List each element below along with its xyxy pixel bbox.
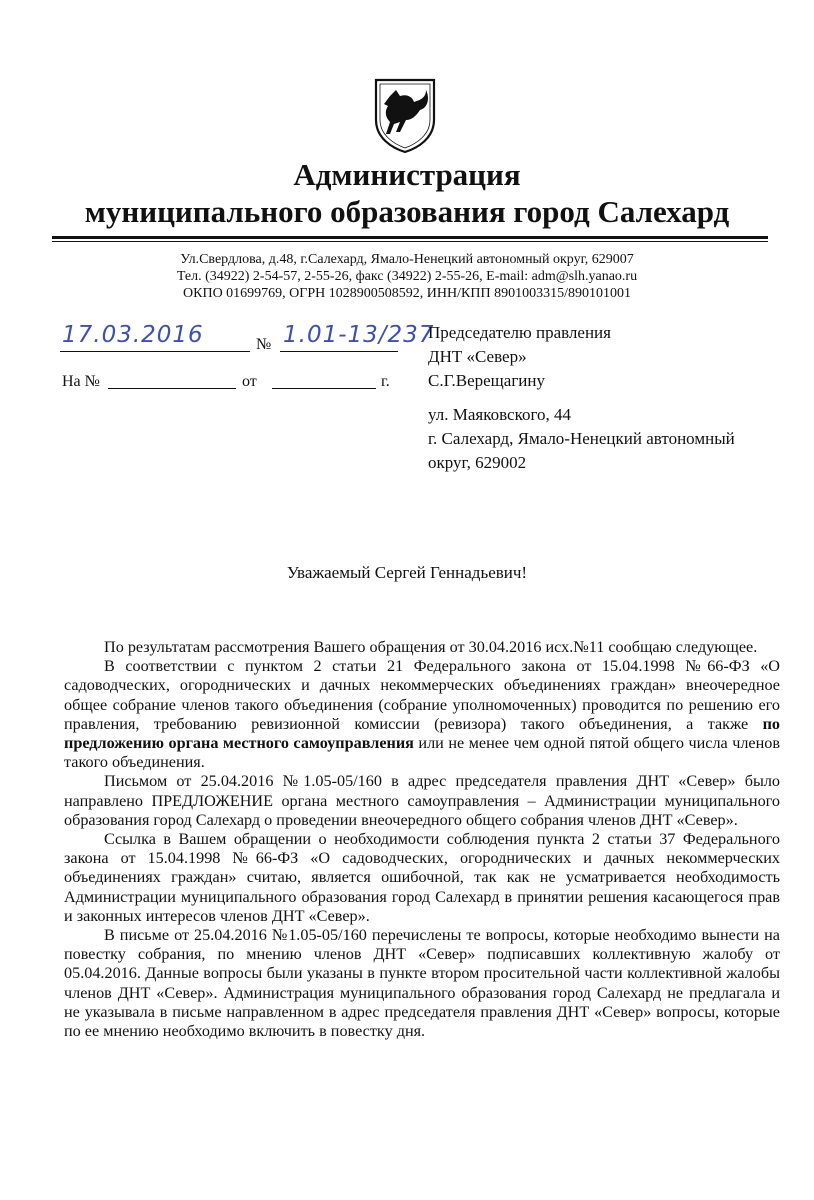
- year-suffix: г.: [381, 373, 390, 390]
- number-underline: [280, 351, 398, 352]
- registration-number: 1.01-13/237: [283, 322, 435, 348]
- ref-label: На №: [62, 373, 100, 390]
- registration-date: 17.03.2016: [62, 322, 204, 348]
- from-label: от: [242, 373, 257, 390]
- org-phones: Тел. (34922) 2-54-57, 2-55-26, факс (34922) 2-55-26, E-mail: adm@slh.yanao.ru: [176, 269, 638, 284]
- ref-number-blank: [108, 388, 236, 389]
- org-title-line1: Администрация: [293, 157, 521, 192]
- recipient-addr1: ул. Маяковского, 44: [428, 405, 572, 424]
- paragraph-2-text-b: или не менее чем одной пятой общего числа членов такого объединения.: [64, 734, 781, 772]
- paragraph-2-text-a: В соответствии с пунктом 2 статьи 21 Федерального закона от 15.04.1998 №66-ФЗ «О садоводческих, огороднических и дачных некоммерческих объединениях граждан» внеочередное общее собрание членов такого объединения (собрание уполномоченных) проводится по решению его правления, требованию ревизионной комиссии (ревизора) такого объединения, а также: [64, 657, 780, 733]
- org-title-line2: муниципального образования город Салехард: [84, 194, 730, 229]
- paragraph-2-bold: по предложению органа местного самоуправления: [64, 714, 780, 753]
- recipient-line3: С.Г.Верещагину: [428, 371, 545, 390]
- recipient-line2: ДНТ «Север»: [428, 347, 527, 366]
- org-address: Ул.Свердлова, д.48, г.Салехард, Ямало-Ненецкий автономный округ, 629007: [180, 252, 634, 267]
- header-rule-thin: [52, 241, 768, 242]
- header-rule-thick: [52, 236, 768, 239]
- coat-of-arms-emblem: [370, 76, 440, 154]
- paragraph-5: В письме от 25.04.2016 №1.05-05/160 перечислены те вопросы, которые необходимо вынести на повестку собрания, по мнению членов ДНТ «Север» подписавших коллективную жалобу от 05.04.2016. Данные вопросы были указаны в пункте втором просительной части коллективной жалобы членов ДНТ «Север». Администрация муниципального образования город Салехард не предлагала и не указывала в письме направленном в адрес председателя правления ДНТ «Север» вопросы, которые по ее мнению необходимо включить в повестку дня.: [64, 926, 780, 1041]
- paragraph-3: Письмом от 25.04.2016 №1.05-05/160 в адрес председателя правления ДНТ «Север» было направлено ПРЕДЛОЖЕНИЕ органа местного самоуправления – Администрации муниципального образования город Салехард о проведении внеочередного общего собрания членов ДНТ «Север».: [64, 772, 780, 829]
- number-label: №: [256, 336, 272, 353]
- recipient-line1: Председателю правления: [428, 323, 611, 342]
- paragraph-1: По результатам рассмотрения Вашего обращения от 30.04.2016 исх.№11 сообщаю следующее.: [104, 638, 758, 656]
- greeting: Уважаемый Сергей Геннадьевич!: [286, 563, 528, 582]
- letter-body: [64, 638, 780, 1041]
- org-codes: ОКПО 01699769, ОГРН 1028900508592, ИНН/КПП 8901003315/890101001: [183, 286, 631, 301]
- recipient-addr3: округ, 629002: [428, 453, 527, 472]
- paragraph-4: Ссылка в Вашем обращении о необходимости соблюдения пункта 2 статьи 37 Федерального закона от 15.04.1998 №66-ФЗ «О садоводческих, огороднических и дачных некоммерческих объединениях граждан» считаю, является ошибочной, так как не усматривается необходимость Администрации муниципального образования город Салехард в принятии решения касающегося прав и законных интересов членов ДНТ «Север».: [64, 830, 780, 925]
- date-underline: [60, 351, 250, 352]
- paragraph-2: [64, 657, 780, 772]
- recipient-addr2: г. Салехард, Ямало-Ненецкий автономный: [428, 429, 735, 448]
- ref-date-blank: [272, 388, 376, 389]
